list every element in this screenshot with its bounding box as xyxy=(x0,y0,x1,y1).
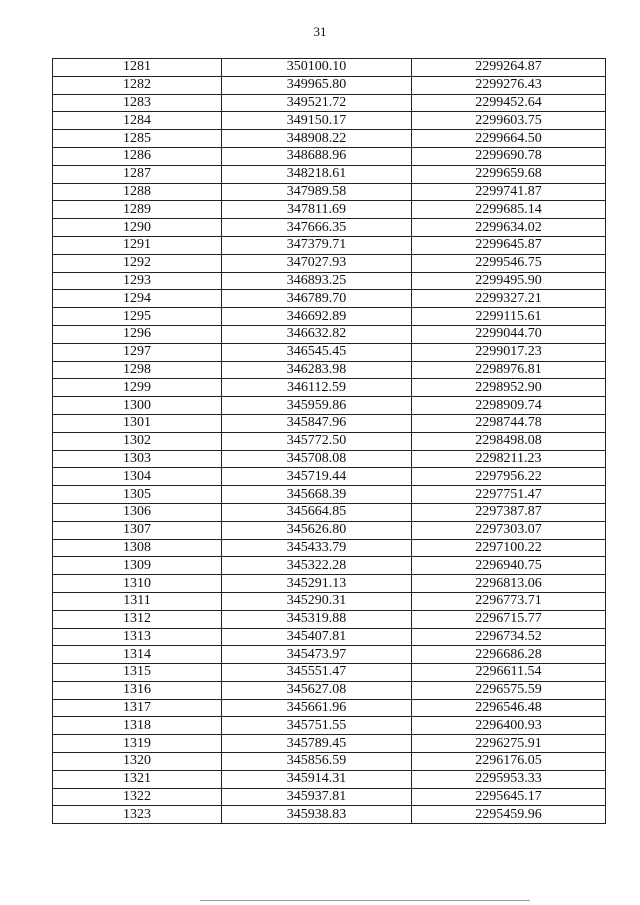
table-row xyxy=(53,788,606,806)
point-number-cell: 1295 xyxy=(53,308,222,326)
x-coordinate-cell: 345664.85 xyxy=(222,503,412,521)
x-coordinate-cell: 348218.61 xyxy=(222,165,412,183)
table-row xyxy=(53,165,606,183)
point-number-cell: 1301 xyxy=(53,414,222,432)
x-coordinate-cell: 347989.58 xyxy=(222,183,412,201)
table-row xyxy=(53,699,606,717)
table-row xyxy=(53,94,606,112)
y-coordinate-cell: 2299685.14 xyxy=(412,201,606,219)
table-row xyxy=(53,432,606,450)
y-coordinate-cell: 2299495.90 xyxy=(412,272,606,290)
table-row xyxy=(53,770,606,788)
point-number-cell: 1322 xyxy=(53,788,222,806)
x-coordinate-cell: 345789.45 xyxy=(222,735,412,753)
point-number-cell: 1285 xyxy=(53,130,222,148)
table-row xyxy=(53,130,606,148)
x-coordinate-cell: 345626.80 xyxy=(222,521,412,539)
point-number-cell: 1303 xyxy=(53,450,222,468)
x-coordinate-cell: 345661.96 xyxy=(222,699,412,717)
point-number-cell: 1300 xyxy=(53,397,222,415)
point-number-cell: 1293 xyxy=(53,272,222,290)
point-number-cell: 1318 xyxy=(53,717,222,735)
point-number-cell: 1321 xyxy=(53,770,222,788)
coordinates-table xyxy=(52,58,606,824)
y-coordinate-cell: 2298744.78 xyxy=(412,414,606,432)
point-number-cell: 1289 xyxy=(53,201,222,219)
x-coordinate-cell: 345751.55 xyxy=(222,717,412,735)
x-coordinate-cell: 347379.71 xyxy=(222,236,412,254)
point-number-cell: 1314 xyxy=(53,646,222,664)
table-row xyxy=(53,147,606,165)
x-coordinate-cell: 349521.72 xyxy=(222,94,412,112)
x-coordinate-cell: 345937.81 xyxy=(222,788,412,806)
y-coordinate-cell: 2296813.06 xyxy=(412,575,606,593)
x-coordinate-cell: 345772.50 xyxy=(222,432,412,450)
y-coordinate-cell: 2296773.71 xyxy=(412,592,606,610)
x-coordinate-cell: 345708.08 xyxy=(222,450,412,468)
y-coordinate-cell: 2297100.22 xyxy=(412,539,606,557)
y-coordinate-cell: 2299603.75 xyxy=(412,112,606,130)
x-coordinate-cell: 345551.47 xyxy=(222,664,412,682)
page-number: 31 xyxy=(313,24,327,39)
y-coordinate-cell: 2299264.87 xyxy=(412,59,606,77)
point-number-cell: 1309 xyxy=(53,557,222,575)
y-coordinate-cell: 2299327.21 xyxy=(412,290,606,308)
x-coordinate-cell: 347666.35 xyxy=(222,219,412,237)
y-coordinate-cell: 2296734.52 xyxy=(412,628,606,646)
y-coordinate-cell: 2295953.33 xyxy=(412,770,606,788)
y-coordinate-cell: 2297751.47 xyxy=(412,486,606,504)
y-coordinate-cell: 2295459.96 xyxy=(412,806,606,824)
y-coordinate-cell: 2298909.74 xyxy=(412,397,606,415)
y-coordinate-cell: 2297956.22 xyxy=(412,468,606,486)
table-row xyxy=(53,219,606,237)
point-number-cell: 1287 xyxy=(53,165,222,183)
x-coordinate-cell: 345856.59 xyxy=(222,753,412,771)
table-row xyxy=(53,628,606,646)
table-row xyxy=(53,735,606,753)
table-row xyxy=(53,397,606,415)
point-number-cell: 1288 xyxy=(53,183,222,201)
point-number-cell: 1284 xyxy=(53,112,222,130)
point-number-cell: 1319 xyxy=(53,735,222,753)
x-coordinate-cell: 347027.93 xyxy=(222,254,412,272)
y-coordinate-cell: 2296400.93 xyxy=(412,717,606,735)
table-row xyxy=(53,254,606,272)
point-number-cell: 1296 xyxy=(53,325,222,343)
table-row xyxy=(53,575,606,593)
table-row xyxy=(53,361,606,379)
point-number-cell: 1299 xyxy=(53,379,222,397)
table-row xyxy=(53,112,606,130)
table-row xyxy=(53,592,606,610)
y-coordinate-cell: 2299044.70 xyxy=(412,325,606,343)
table-row xyxy=(53,201,606,219)
table-row xyxy=(53,379,606,397)
x-coordinate-cell: 350100.10 xyxy=(222,59,412,77)
y-coordinate-cell: 2297303.07 xyxy=(412,521,606,539)
y-coordinate-cell: 2295645.17 xyxy=(412,788,606,806)
x-coordinate-cell: 345407.81 xyxy=(222,628,412,646)
y-coordinate-cell: 2296275.91 xyxy=(412,735,606,753)
x-coordinate-cell: 346545.45 xyxy=(222,343,412,361)
y-coordinate-cell: 2299546.75 xyxy=(412,254,606,272)
x-coordinate-cell: 346632.82 xyxy=(222,325,412,343)
point-number-cell: 1302 xyxy=(53,432,222,450)
point-number-cell: 1306 xyxy=(53,503,222,521)
table-row xyxy=(53,325,606,343)
x-coordinate-cell: 345719.44 xyxy=(222,468,412,486)
point-number-cell: 1320 xyxy=(53,753,222,771)
point-number-cell: 1323 xyxy=(53,806,222,824)
y-coordinate-cell: 2299690.78 xyxy=(412,147,606,165)
table-row xyxy=(53,76,606,94)
y-coordinate-cell: 2299659.68 xyxy=(412,165,606,183)
point-number-cell: 1282 xyxy=(53,76,222,94)
point-number-cell: 1311 xyxy=(53,592,222,610)
point-number-cell: 1292 xyxy=(53,254,222,272)
y-coordinate-cell: 2298976.81 xyxy=(412,361,606,379)
y-coordinate-cell: 2296546.48 xyxy=(412,699,606,717)
table-row xyxy=(53,806,606,824)
x-coordinate-cell: 345627.08 xyxy=(222,681,412,699)
point-number-cell: 1307 xyxy=(53,521,222,539)
x-coordinate-cell: 346283.98 xyxy=(222,361,412,379)
table-row xyxy=(53,664,606,682)
x-coordinate-cell: 346789.70 xyxy=(222,290,412,308)
point-number-cell: 1291 xyxy=(53,236,222,254)
point-number-cell: 1286 xyxy=(53,147,222,165)
point-number-cell: 1317 xyxy=(53,699,222,717)
y-coordinate-cell: 2296611.54 xyxy=(412,664,606,682)
y-coordinate-cell: 2298498.08 xyxy=(412,432,606,450)
table-row xyxy=(53,539,606,557)
table-row xyxy=(53,503,606,521)
x-coordinate-cell: 346893.25 xyxy=(222,272,412,290)
y-coordinate-cell: 2299276.43 xyxy=(412,76,606,94)
y-coordinate-cell: 2299452.64 xyxy=(412,94,606,112)
y-coordinate-cell: 2296715.77 xyxy=(412,610,606,628)
y-coordinate-cell: 2298952.90 xyxy=(412,379,606,397)
table-row xyxy=(53,681,606,699)
point-number-cell: 1290 xyxy=(53,219,222,237)
table-row xyxy=(53,610,606,628)
y-coordinate-cell: 2298211.23 xyxy=(412,450,606,468)
table-row xyxy=(53,717,606,735)
table-row xyxy=(53,414,606,432)
table-row xyxy=(53,646,606,664)
table-row xyxy=(53,753,606,771)
point-number-cell: 1281 xyxy=(53,59,222,77)
x-coordinate-cell: 349150.17 xyxy=(222,112,412,130)
x-coordinate-cell: 345473.97 xyxy=(222,646,412,664)
point-number-cell: 1305 xyxy=(53,486,222,504)
x-coordinate-cell: 345291.13 xyxy=(222,575,412,593)
x-coordinate-cell: 349965.80 xyxy=(222,76,412,94)
x-coordinate-cell: 345433.79 xyxy=(222,539,412,557)
x-coordinate-cell: 346692.89 xyxy=(222,308,412,326)
x-coordinate-cell: 345322.28 xyxy=(222,557,412,575)
point-number-cell: 1294 xyxy=(53,290,222,308)
point-number-cell: 1308 xyxy=(53,539,222,557)
y-coordinate-cell: 2296940.75 xyxy=(412,557,606,575)
table-row xyxy=(53,486,606,504)
table-row xyxy=(53,290,606,308)
table-row xyxy=(53,450,606,468)
x-coordinate-cell: 348908.22 xyxy=(222,130,412,148)
y-coordinate-cell: 2299645.87 xyxy=(412,236,606,254)
table-row xyxy=(53,272,606,290)
table-row xyxy=(53,343,606,361)
table-row xyxy=(53,59,606,77)
table-row xyxy=(53,468,606,486)
y-coordinate-cell: 2299115.61 xyxy=(412,308,606,326)
table-row xyxy=(53,521,606,539)
y-coordinate-cell: 2299634.02 xyxy=(412,219,606,237)
x-coordinate-cell: 345959.86 xyxy=(222,397,412,415)
x-coordinate-cell: 345914.31 xyxy=(222,770,412,788)
x-coordinate-cell: 345319.88 xyxy=(222,610,412,628)
x-coordinate-cell: 345290.31 xyxy=(222,592,412,610)
y-coordinate-cell: 2299664.50 xyxy=(412,130,606,148)
point-number-cell: 1313 xyxy=(53,628,222,646)
coordinates-table-body xyxy=(53,59,606,824)
y-coordinate-cell: 2299017.23 xyxy=(412,343,606,361)
y-coordinate-cell: 2296575.59 xyxy=(412,681,606,699)
point-number-cell: 1304 xyxy=(53,468,222,486)
x-coordinate-cell: 345938.83 xyxy=(222,806,412,824)
y-coordinate-cell: 2296176.05 xyxy=(412,753,606,771)
point-number-cell: 1310 xyxy=(53,575,222,593)
table-row xyxy=(53,557,606,575)
point-number-cell: 1297 xyxy=(53,343,222,361)
point-number-cell: 1283 xyxy=(53,94,222,112)
point-number-cell: 1312 xyxy=(53,610,222,628)
scan-artifact-line xyxy=(200,900,530,901)
table-row xyxy=(53,183,606,201)
point-number-cell: 1298 xyxy=(53,361,222,379)
x-coordinate-cell: 348688.96 xyxy=(222,147,412,165)
y-coordinate-cell: 2299741.87 xyxy=(412,183,606,201)
point-number-cell: 1316 xyxy=(53,681,222,699)
table-row xyxy=(53,236,606,254)
y-coordinate-cell: 2296686.28 xyxy=(412,646,606,664)
x-coordinate-cell: 346112.59 xyxy=(222,379,412,397)
point-number-cell: 1315 xyxy=(53,664,222,682)
y-coordinate-cell: 2297387.87 xyxy=(412,503,606,521)
x-coordinate-cell: 345847.96 xyxy=(222,414,412,432)
table-row xyxy=(53,308,606,326)
x-coordinate-cell: 347811.69 xyxy=(222,201,412,219)
x-coordinate-cell: 345668.39 xyxy=(222,486,412,504)
